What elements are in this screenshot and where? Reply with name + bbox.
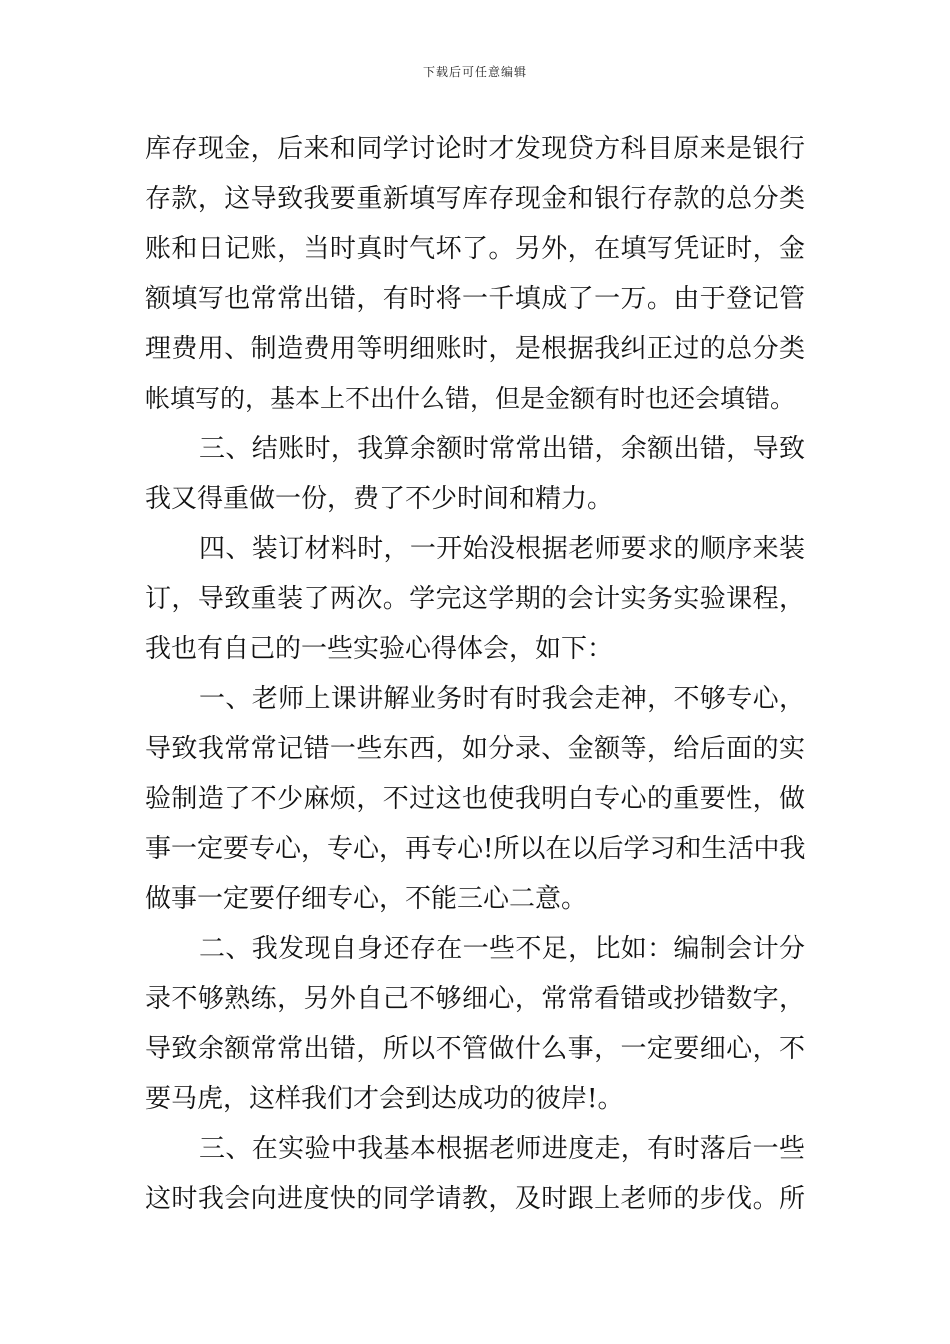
text-line: 录不够熟练，另外自己不够细心，常常看错或抄错数字， — [145, 984, 805, 1014]
text-line: 额填写也常常出错，有时将一千填成了一万。由于登记管 — [145, 284, 805, 314]
text-line: 导致余额常常出错，所以不管做什么事，一定要细心，不 — [145, 1034, 805, 1064]
text-line: 帐填写的，基本上不出什么错，但是金额有时也还会填错。 — [145, 384, 796, 413]
text-line: 这时我会向进度快的同学请教，及时跟上老师的步伐。所 — [145, 1184, 805, 1214]
text-line: 一、老师上课讲解业务时有时我会走神，不够专心， — [199, 684, 805, 714]
text-line: 二、我发现自身还存在一些不足，比如：编制会计分 — [199, 934, 805, 964]
text-line: 我又得重做一份，费了不少时间和精力。 — [145, 484, 614, 514]
page-header: 下载后可任意编辑 — [422, 65, 527, 79]
text-line: 做事一定要仔细专心，不能三心二意。 — [145, 884, 588, 914]
text-line: 事一定要专心，专心，再专心!所以在以后学习和生活中我 — [145, 834, 806, 864]
text-line: 要马虎，这样我们才会到达成功的彼岸!。 — [145, 1084, 624, 1114]
text-line: 三、结账时，我算余额时常常出错，余额出错，导致 — [199, 434, 805, 464]
text-line: 账和日记账，当时真时气坏了。另外，在填写凭证时，金 — [145, 234, 805, 264]
text-line: 库存现金，后来和同学讨论时才发现贷方科目原来是银行 — [145, 134, 805, 164]
text-line: 验制造了不少麻烦，不过这也使我明白专心的重要性，做 — [145, 784, 805, 814]
document-body — [145, 124, 805, 1224]
text-line: 我也有自己的一些实验心得体会，如下： — [145, 634, 614, 664]
text-line: 存款，这导致我要重新填写库存现金和银行存款的总分类 — [145, 184, 805, 214]
text-line: 三、在实验中我基本根据老师进度走，有时落后一些 — [199, 1134, 805, 1164]
text-line: 订，导致重装了两次。学完这学期的会计实务实验课程， — [145, 584, 805, 614]
text-line: 四、装订材料时，一开始没根据老师要求的顺序来装 — [199, 534, 805, 564]
text-line: 导致我常常记错一些东西，如分录、金额等，给后面的实 — [145, 734, 805, 764]
text-line: 理费用、制造费用等明细账时，是根据我纠正过的总分类 — [145, 334, 805, 364]
